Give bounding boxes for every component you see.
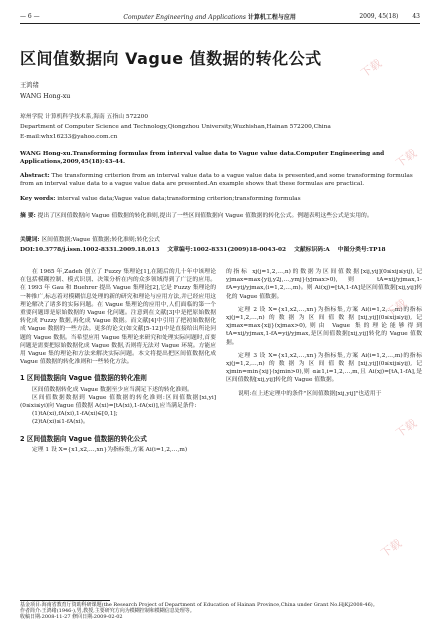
sec1-para-1: 区间值数据转化成 Vague 数据至少应当满足下述的转化准则。	[32, 386, 193, 393]
footnote-author: 作者简介:王鸿绪(1946-),男,教授,主要研究方向为模糊控制和模糊信息处理等。	[20, 608, 195, 614]
section-1-title: 1 区间值数据向 Vague 值数据的转化准则	[20, 374, 147, 383]
left-column	[20, 268, 216, 454]
doi-row	[20, 246, 420, 254]
journal-name-cn: 计算机工程与应用	[247, 14, 296, 21]
footnote-fund: 基金项目:海南省教育厅资助科研课题(the Research Project of Department of Education of Hainan Province,China under Grant No.HjKj2008-46)。	[20, 602, 378, 608]
zhaiyao-text: 提出了区间值数据向 Vague 值数据的转化准则,提出了一些区间值数据向 Vague 值数据的转化公式。例题表明这些公式是实用的。	[37, 213, 373, 219]
affiliation-cn: 琼州学院 计算机科学技术系,海南 五指山 572200	[20, 114, 149, 120]
email[interactable]: E-mail:whx16233@yahoo.com.cn	[20, 134, 118, 140]
watermark: 下载	[378, 536, 405, 561]
journal-issue: 2009, 45(18)	[359, 13, 399, 20]
watermark: 下载	[393, 416, 420, 441]
keywords-label: Key words:	[20, 196, 56, 202]
remark: 说明:在上述定理中的条件"区间值数据[xij,yij]"也适用于	[238, 390, 382, 397]
doi: DOI:10.3778/j.issn.1002-8331.2009.18.013	[20, 247, 160, 253]
affiliation-en: Department of Computer Science and Technology,Qiongzhou University,Wuzhishan,Hainan 572200,China	[20, 124, 331, 130]
zhaiyao-label: 摘 要:	[20, 213, 36, 219]
running-header	[20, 12, 420, 21]
article-number: 文章编号:1002-8331(2009)18-0043-02	[167, 247, 287, 253]
abstract-text: The transforming criterion from an interval value data to a vague value data is presented,and some transforming formulas from an interval value data to a vague value data are presented.An example shows that these formulas are practical.	[20, 173, 413, 188]
page-number: 43	[412, 13, 420, 20]
abstract-label: Abstract:	[20, 173, 50, 179]
sec1-cond-2: (2)tA(xi)≤1-fA(xi)。	[32, 419, 89, 426]
guanjianci-label: 关键词:	[20, 237, 40, 243]
definition-1: 定理 1 设 X={x1,x2,…,xn}为指标集,方案 Ai(i=1,2,…,m)	[32, 446, 188, 453]
paper-title: 区间值数据向 Vague 值数据的转化公式	[20, 49, 322, 68]
sec1-para-2: 区间值数据数据到 Vague 值数据的转化准则:区间值数据[xi,yi](0≤xi≤yi)向 Vague 值数据 A(xi)=[tA(xi),1-fA(xi)],应当满足条件:	[20, 394, 216, 410]
author-en: WANG Hong-xu	[20, 93, 71, 100]
right-column	[226, 268, 422, 398]
header-rule	[20, 23, 420, 24]
keywords-text: interval value data;Vague value data;transforming criterion;transforming formulas	[57, 196, 301, 202]
theorem-3: 定理 3 设 X={x1,x2,…,xn}为指标集,方案 Ai(i=1,2,…,m)的指标 xj(j=1,2,…,n)的数据为区间值数据[xij,yij](0≤xij≤yij),记 xjmin=min{xij}(xjmin>0),则 α≥1,i=1,2,…,m,且 Ai(xj)=[tA,1-fA],是区间值数据[xij,yij]转化的 Vague 值数据。	[226, 352, 422, 384]
clc-number: 中图分类号:TP18	[337, 247, 386, 253]
footnote-dates: 收稿日期:2008-11-27 修回日期:2009-02-02	[20, 614, 123, 620]
section-2-title: 2 区间值数据向 Vague 值数据的转化公式	[20, 434, 147, 443]
watermark: 下载	[393, 146, 420, 171]
guanjianci-text: 区间值数据;Vague 值数据;转化准则;转化公式	[41, 237, 160, 243]
journal-name-en: Computer Engineering and Applications	[123, 14, 246, 21]
theorem-2: 定理 2 设 X={x1,x2,…,xn}为指标集,方案 Ai(i=1,2,…,m)的指标 xj(j=1,2,…,n)的数据为区间值数据[xij,yij](0≤xij≤yij),记 xjmax=max{xij}(xjmax>0),则由 Vague 集的理论能够得到 tA=xij/yjmax,1-fA=yij/yjmax,是区间值数据[xij,yij]转化的 Vague 值数据。	[226, 306, 422, 346]
footnotes	[20, 602, 420, 620]
footnote-rule	[20, 600, 110, 601]
guanjianci	[20, 236, 420, 244]
header-left: — 6 —	[20, 13, 40, 20]
watermark: 下载	[358, 56, 385, 81]
zhaiyao	[20, 212, 420, 220]
abstract	[20, 172, 420, 188]
right-para-1: 的指标 xj(j=1,2,…,n)的数据为区间值数据[xij,yij](0≤xij≤yij),记 yjmax=max{yij,y2j,…,ymj}(yjmax>0),则 tA=xij/yjmax,1-fA=yij/yjmax,(i=1,2,…,m)。则 Ai(xj)=[tA,1-fA]是区间值数据[xij,yij]转化的 Vague 值数据。	[226, 269, 422, 300]
author-cn: 王鸿绪	[20, 82, 39, 89]
watermark: 下载	[383, 296, 410, 321]
journal-name	[60, 12, 359, 21]
citation: WANG Hong-xu.Transforming formulas from interval value data to Vague value data.Computer Engineering and Applications,2009,45(18):43-44.	[20, 151, 385, 166]
sec1-cond-1: (1)tA(xi),fA(xi),1-fA(xi)∈[0,1];	[32, 411, 118, 418]
keywords	[20, 195, 420, 203]
document-code: 文献标识码:A	[294, 247, 330, 253]
intro-paragraph: 在 1965 年,Zadeh 创立了 Fuzzy 集理论[1],在随后的几十年中该理论在包括模糊控制、模式识别、决策分析在内的众多领域得到了广泛的应用。在 1993 年 Gau 和 Buehrer 提出 Vague 集理论[2],它是 Fuzzy 集理论的一种推广,标志着对模糊信息处理的新的研究和理论与应用方法,并已经应用这理论解决了诸多的实际问题。在 Vague 集理论的应用中,人们面临的第一个重要问题即是原始数据的 Vague 化问题。注意到在文献[3]中是把原始数据转化成 Fuzzy 数据,再化成 Vague 数据。而文献[4]中引用了把初始数据化成 Vague 数据的一些方法。更多的论文(如文献[5-12])中是直接给出所论问题的 Vague 数据。当希望应用 Vague 集理论来研究和处理实际问题时,首要问题是需要把原始数据化成 Vague 数据,否则将无法对 Vague 环境。方能应用 Vague 集的理论和方法来解决实际问题。本文将提出把区间值数据化成 Vague 值数据的转化准则和一些转化方法。	[20, 269, 216, 366]
